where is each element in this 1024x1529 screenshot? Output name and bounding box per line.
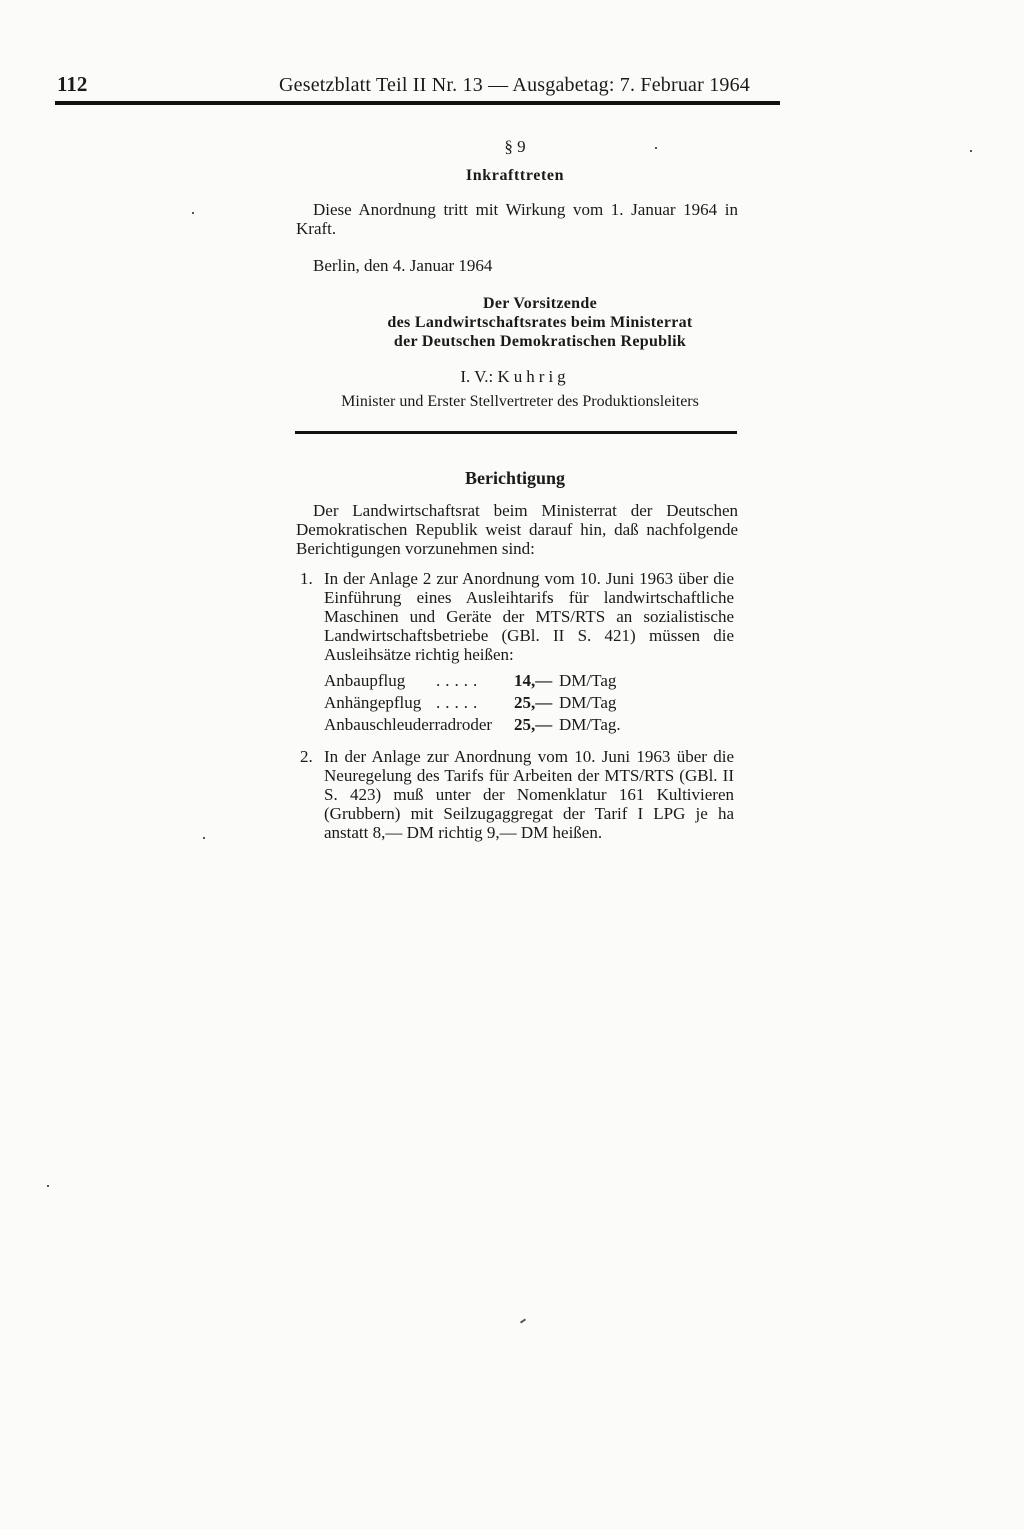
page-number: 112 — [57, 72, 88, 96]
section-divider — [295, 431, 737, 434]
signatory-block — [300, 294, 780, 351]
scan-speck — [970, 150, 972, 152]
rate-row — [324, 693, 724, 715]
signature-line — [295, 367, 735, 387]
signatory-name: Kuhrig — [497, 367, 570, 386]
rate-name: Anbaupflug — [324, 671, 406, 690]
effective-text: Diese Anordnung tritt mit Wirkung vom 1. Januar 1964 in Kraft. — [296, 200, 738, 238]
item-number: 1. — [300, 569, 313, 588]
rate-name: Anhängepflug — [324, 693, 422, 712]
rate-value: 25,— — [514, 693, 553, 712]
scan-speck — [520, 1318, 526, 1323]
header-divider — [55, 101, 780, 105]
rate-value: 14,— — [514, 671, 553, 690]
rate-row — [324, 671, 724, 693]
signatory-line: Der Vorsitzende — [483, 295, 597, 312]
item-text: In der Anlage zur Anordnung vom 10. Juni 1963 über die Neuregelung des Tarifs für Arbeiten der MTS/RTS (GBl. II S. 423) muß unter der Nomenklatur 161 Kultivieren (Grubbern) mit Seilzugaggregat der Tarif I LPG je ha anstatt 8,— DM richtig 9,— DM heißen. — [324, 747, 734, 842]
item-number: 2. — [300, 747, 313, 766]
rate-unit: DM/Tag — [559, 671, 617, 690]
signatory-line: der Deutschen Demokratischen Republik — [393, 333, 687, 350]
scan-speck — [47, 1185, 49, 1187]
place-date: Berlin, den 4. Januar 1964 — [313, 256, 493, 275]
journal-header: Gesetzblatt Teil II Nr. 13 — Ausgabetag: 7. Februar 1964 — [279, 74, 750, 96]
rate-unit: DM/Tag — [559, 693, 617, 712]
correction-intro: Der Landwirtschaftsrat beim Ministerrat der Deutschen Demokratischen Republik weist darauf hin, daß nachfolgende Berichtigungen vorzunehmen sind: — [296, 501, 738, 558]
correction-heading: Berichtigung — [464, 468, 565, 488]
scan-speck — [655, 147, 657, 149]
item-text: In der Anlage 2 zur Anordnung vom 10. Juni 1963 über die Einführung eines Ausleihtarifs für landwirtschaftliche Maschinen und Geräte der MTS/RTS an sozialistische Landwirtschaftsbetriebe (GBl. II S. 421) müssen die Ausleihsätze richtig heißen: — [324, 569, 734, 664]
rate-dots: ..... — [436, 671, 483, 690]
section-heading: Inkrafttreten — [465, 167, 565, 184]
scan-speck — [203, 837, 205, 839]
signatory-title: Minister und Erster Stellvertreter des Produktionsleiters — [341, 393, 699, 410]
scan-speck — [192, 212, 194, 214]
iv-prefix: I. V.: — [460, 367, 494, 386]
rate-row — [324, 715, 724, 737]
signatory-line: des Landwirtschaftsrates beim Ministerrat — [387, 314, 693, 331]
rate-dots: ..... — [436, 693, 483, 712]
rate-unit: DM/Tag. — [559, 715, 621, 734]
rate-name: Anbauschleuderradroder — [324, 715, 493, 734]
rate-value: 25,— — [514, 715, 553, 734]
paragraph-mark: § 9 — [504, 137, 526, 156]
rate-table — [324, 671, 724, 737]
